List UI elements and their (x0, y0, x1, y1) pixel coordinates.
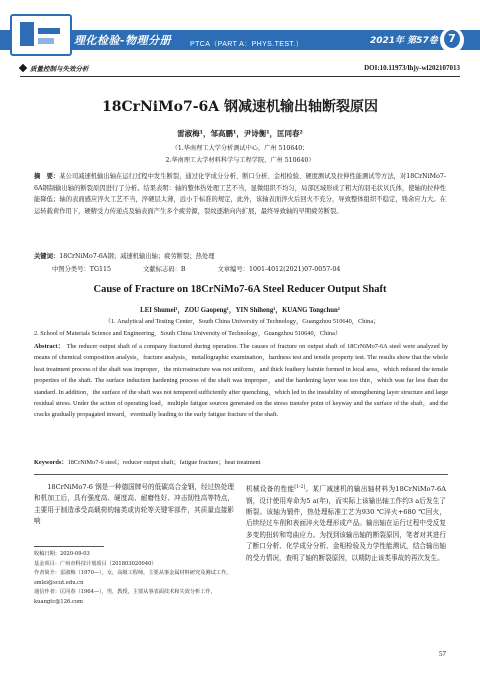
keywords-cn-text: 18CrNiMo7-6A钢；减速机输出轴；疲劳断裂；热处理 (59, 253, 215, 260)
abstract-cn-text: 某公司减速机输出轴在运行过程中发生断裂，通过化学成分分析、断口分析、金相检验、硬度测试及拉伸性能测试等方法，对18CrNiMo7-6A钢制输出轴的断裂原因进行了分析。结果表明：轴的整体热处理工艺不当，显微组织不均匀，局部区域形成了粗大的羽毛状贝氏体，使轴的拉伸性能降低；轴的表面感应淬火工艺不当，淬硬层太薄，远小于标准的规定，此外，该轴表面淬火后回火不充分，导致整体组织不稳定，残余应力大。在运转载荷作用下，硬精受力传递点及轴表面产生多个疲劳源，裂纹逐渐向内扩展，最终导致轴的早期疲劳断裂。 (34, 173, 446, 215)
keywords-cn (34, 251, 446, 260)
footnote-received: 收稿日期：2020-09-03 (34, 551, 90, 557)
authors-cn: 雷淑梅¹，邹高鹏¹，尹诗衡¹，匡同春² (177, 129, 303, 138)
keywords-cn-label: 关键词： (34, 253, 60, 260)
body-right-rest: 。某厂减速机的输出轴材料为18CrNiMo7-6A钢，设计使用寿命为5 a(年)，而实际上该输出轴工作约3 a后发生了断裂。该轴为锻件，热处理标准工艺为930 ℃淬火+680 ℃回火，后续经过车削和表面淬火处理形成产品。输出轴在运行过程中受反复多变的扭转和弯曲应力。为找到该输出轴的断裂原因，笔者对其进行了断口分析、化学成分分析、金相检验及力学性能测试，结合输出轴的受力情况，查明了轴的断裂原因，以期防止该类事故的再次发生。 (246, 485, 446, 562)
affiliation-cn-1: （1.华南理工大学分析测试中心，广州 510640； (171, 145, 309, 152)
article-title-en: Cause of Fracture on 18CrNiMo7-6A Steel Reducer Output Shaft (93, 284, 387, 295)
diamond-icon (19, 64, 27, 72)
abstract-en-label: Abstract： (34, 343, 65, 350)
body-paragraph-left: 18CrNiMo7-6 钢是一种德国牌号的低碳高合金钢，经过热处理和机加工后，具有强度高、硬度高、耐磨性好、冲击韧性高等特点，主要用于制造承受高载荷的轴类或齿轮等关键零部件，其质量直接影响 (34, 483, 234, 526)
issue-badge (440, 27, 464, 53)
affiliation-en-2: 2. School of Materials Science and Engineering，South China University of Technology，Guangzhou 510640，China） (34, 330, 342, 337)
page-number: 57 (439, 650, 446, 658)
issue-number: 7 (444, 30, 460, 48)
magazine-name: 理化检验-物理分册 (74, 34, 172, 47)
keywords-en-text: 18CrNiMo7-6 steel；reducer output shaft；fatigue fracture；heat treatment (67, 459, 261, 466)
journal-series: PTCA（PART A：PHYS.TEST.） (190, 41, 304, 48)
authors-en: LEI Shumei¹，ZOU Gaopeng¹，YIN Shiheng¹，KUANG Tongchun² (140, 307, 340, 314)
abstract-en (34, 341, 448, 421)
classification-line (52, 264, 452, 273)
section-divider (34, 474, 448, 475)
abstract-cn-label: 摘 要： (34, 173, 60, 180)
keywords-en (34, 457, 448, 466)
abstract-en-text: The reducer output shaft of a company fractured during operation. The causes of fracture on output shaft of 18CrNiMo7-6A steel were analyzed by means of chemical composition analysis，fracture analysis，metallographic examination，hardness test and tensile property test. The results show that the whole heat treatment process of the shaft was improper，the microstructure was not uniform，and thick feathery bainite formed in local area，which reduced the tensile properties of the shaft. The surface induction hardening process of the shaft was improper，and the hardening layer was too thin，which was far less than the standard. In addition，the surface of the shaft was not tempered sufficiently after quenching，which led to the instability of strengthening layer structure and large residual stress. Under the action of operating load，multiple fatigue sources generated on the stress transfer point of keyway and the surface of the shaft，and the cracks gradually propagated inward，eventually leading to the early fatigue fracture of the shaft. (34, 343, 449, 419)
affiliation-en-1: （1. Analytical and Testing Center，South China University of Technology，Guangzhou 510640，China； (104, 318, 380, 325)
section-tag (20, 64, 89, 73)
footnote-rule (34, 546, 104, 547)
citation: [1-2] (294, 485, 306, 490)
doi: DOI:10.11973/lhjy-wl202107013 (364, 64, 460, 72)
body-right-start: 机械设备的性能 (246, 485, 295, 494)
volume-label: 2021年 第57卷 (370, 36, 438, 46)
article-number: 文章编号：1001-4012(2021)07-0057-04 (217, 266, 341, 273)
footnote-funding: 基金项目：广州市科技计划项目（201803020040） (34, 560, 157, 567)
doc-code: 文献标志码：B (143, 266, 186, 273)
journal-logo (10, 14, 72, 56)
footnotes (34, 550, 234, 608)
clc-number: 中图分类号：TG115 (52, 266, 112, 273)
keywords-en-label: Keywords： (34, 459, 68, 466)
abstract-cn (34, 171, 446, 217)
footnote-author: 作者简介：雷淑梅（1970—），女，高级工程师，主要从事金属材料研究及测试工作，smlei@scut.edu.cn (34, 570, 232, 586)
footnote-corresponding: 通信作者：匡同春（1964—），男，教授，主要从事表面技术和失效分析工作，kuangtc@126.com (34, 589, 216, 605)
body-paragraph-right (246, 482, 446, 564)
affiliation-cn-2: 2.华南理工大学材料科学与工程学院，广州 510640） (165, 157, 315, 164)
section-tag-text: 质量控制与失效分析 (30, 65, 89, 73)
article-title-cn: 18CrNiMo7-6A 钢减速机输出轴断裂原因 (102, 99, 378, 115)
